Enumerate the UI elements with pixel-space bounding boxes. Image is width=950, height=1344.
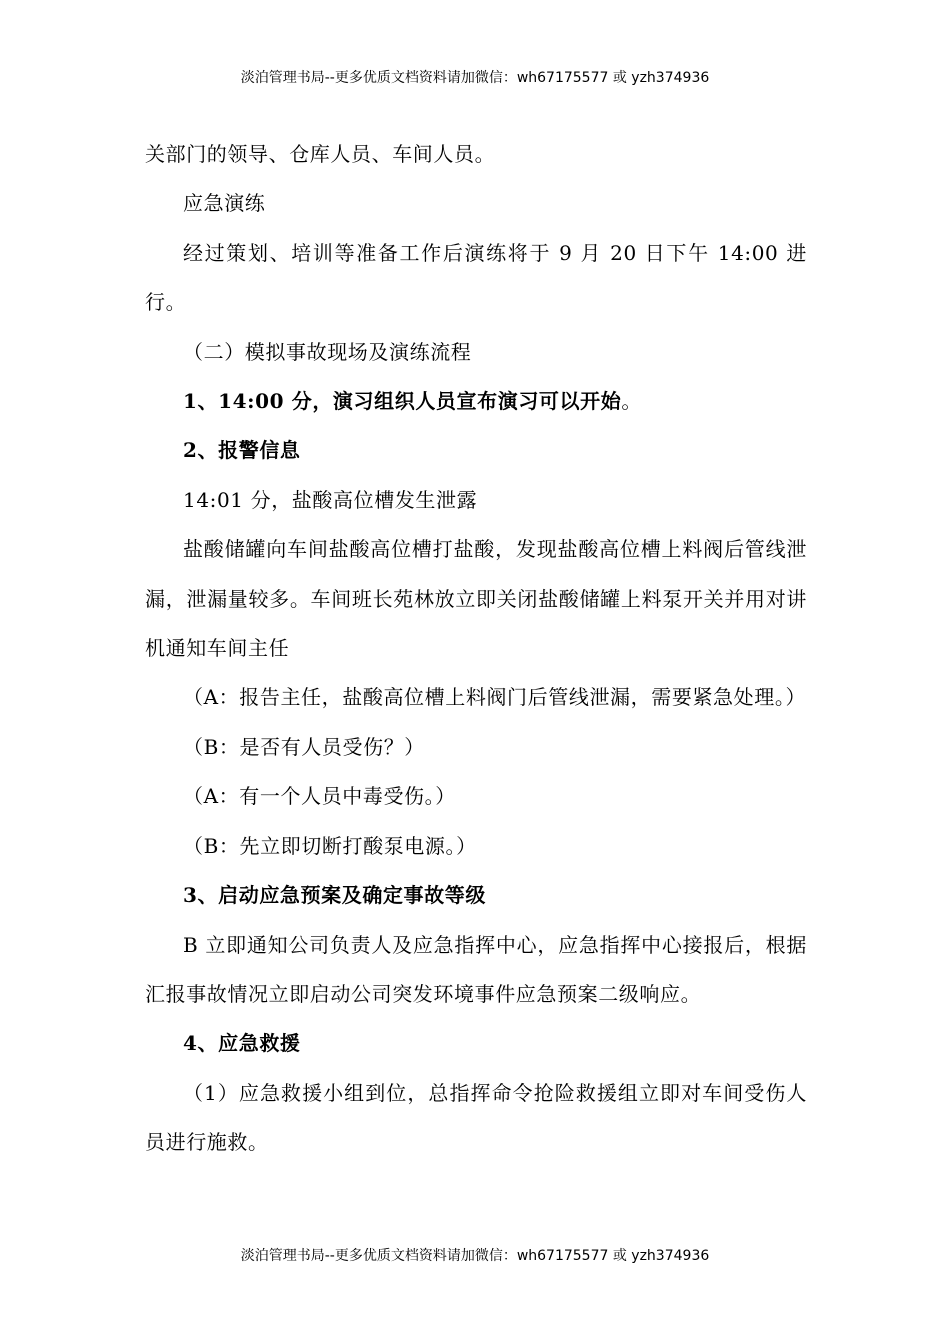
paragraph-leak-description: 盐酸储罐向车间盐酸高位槽打盐酸，发现盐酸高位槽上料阀后管线泄漏，泄漏量较多。车间班长苑林放立即关闭盐酸储罐上料泵开关并用对讲机通知车间主任 bbox=[145, 537, 807, 661]
step-1-start bbox=[145, 377, 807, 426]
page-footer: 淡泊管理书局--更多优质文档资料请加微信：wh67175577 或 yzh374936 bbox=[240, 1248, 710, 1264]
step-3-heading: 3、启动应急预案及确定事故等级 bbox=[183, 883, 486, 908]
dialogue-b-instruction: （B：先立即切断打酸泵电源。） bbox=[183, 833, 477, 858]
paragraph-rescue-team: （1）应急救援小组到位，总指挥命令抢险救援组立即对车间受伤人员进行施救。 bbox=[145, 1080, 807, 1155]
document-body bbox=[145, 130, 807, 1168]
step-4-heading: 4、应急救援 bbox=[183, 1031, 301, 1056]
page-header: 淡泊管理书局--更多优质文档资料请加微信：wh67175577 或 yzh374936 bbox=[240, 70, 710, 86]
step-2-alarm-heading: 2、报警信息 bbox=[183, 438, 301, 463]
paragraph-drill-schedule: 经过策划、培训等准备工作后演练将于 9 月 20 日下午 14:00 进行。 bbox=[145, 240, 807, 315]
dialogue-a-report: （A：报告主任，盐酸高位槽上料阀门后管线泄漏，需要紧急处理。） bbox=[183, 685, 807, 710]
paragraph-leak-time: 14:01 分，盐酸高位槽发生泄露 bbox=[183, 487, 478, 512]
step-1-period: 。 bbox=[621, 389, 642, 414]
paragraph-continuation: 关部门的领导、仓库人员、车间人员。 bbox=[145, 142, 496, 166]
step-1-text: 1、14:00 分，演习组织人员宣布演习可以开始 bbox=[183, 389, 622, 414]
paragraph-emergency-drill-heading: 应急演练 bbox=[183, 191, 266, 216]
dialogue-a-answer: （A：有一个人员中毒受伤。） bbox=[183, 784, 456, 809]
section-heading-simulation: （二）模拟事故现场及演练流程 bbox=[183, 339, 472, 364]
paragraph-activate-plan: B 立即通知公司负责人及应急指挥中心，应急指挥中心接报后，根据汇报事故情况立即启动公司突发环境事件应急预案二级响应。 bbox=[145, 932, 807, 1006]
dialogue-b-question: （B：是否有人员受伤？） bbox=[183, 734, 425, 759]
